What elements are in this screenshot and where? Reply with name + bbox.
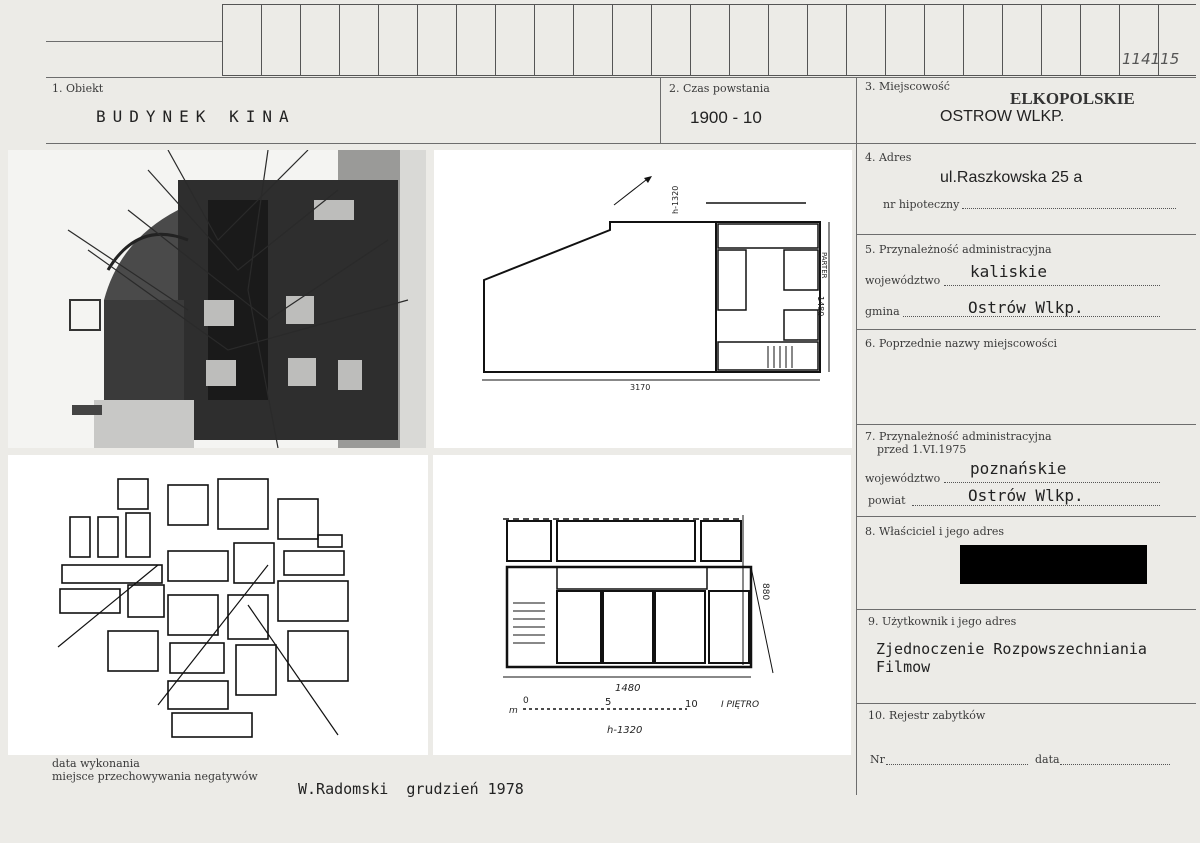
rule-8 [856,516,1196,517]
negatives-label: miejsce przechowywania negatywów [52,770,258,783]
register-nr-field [886,764,1028,765]
address-label: 4. Adres [865,151,912,164]
ground-width-label: 3170 [630,383,651,392]
ground-floor-plan-drawing [434,150,852,448]
top-left-rule [46,41,222,42]
first-height-label: h-1320 [607,725,643,736]
register-date-label: data [1035,753,1060,766]
location-map-drawing [8,455,428,755]
date-value: 1900 - 10 [690,108,762,127]
first-floor-plan [433,455,851,755]
place-label: 3. Miejscowość [865,80,950,93]
building-photo-image [8,150,426,448]
photo-meta-value: W.Radomski grudzień 1978 [298,780,524,798]
mortgage-label: nr hipoteczny [883,198,960,211]
user-value-line1: Zjednoczenie Rozpowszechniania [876,640,1147,658]
owner-label: 8. Właściciel i jego adres [865,525,1005,538]
right-column-divider [856,77,857,795]
ground-floor-plan [434,150,852,448]
county-label: powiat [868,494,906,507]
voivodeship-label: województwo [865,274,941,287]
admin-label: 5. Przynależność administracyjna [865,243,1052,256]
commune-label: gmina [865,305,900,318]
row1-bottom-rule [46,143,1196,144]
scale-unit: m [509,706,518,716]
first-width-label: 1480 [615,683,641,694]
photo-date-label: data wykonania [52,757,140,770]
redaction-block [960,545,1147,584]
catalog-number: 114115 [1122,50,1180,68]
scale-five: 5 [605,697,612,708]
user-value-line2: Filmow [876,658,931,676]
object-label: 1. Obiekt [52,82,104,95]
county-value: Ostrów Wlkp. [968,486,1084,505]
date-label: 2. Czas powstania [669,82,770,95]
register-label: 10. Rejestr zabytków [868,709,986,722]
scale-zero: 0 [523,696,529,706]
register-nr-label: Nr [870,753,885,766]
county-field [912,505,1160,506]
location-map [8,455,428,755]
voivodeship-before-label: województwo [865,472,941,485]
register-date-field [1060,764,1170,765]
address-value: ul.Raszkowska 25 a [940,169,1083,186]
building-photo [8,150,426,448]
rule-6 [856,329,1196,330]
admin-before-date: przed 1.VI.1975 [877,443,967,456]
previous-names-label: 6. Poprzednie nazwy miejscowości [865,337,1058,350]
rule-10 [856,703,1196,704]
ground-height-label: h-1320 [671,185,680,214]
object-value: BUDYNEK KINA [96,107,296,126]
place-stamp: ELKOPOLSKIE [1010,89,1135,108]
first-floor-label: I PIĘTRO [721,700,760,710]
mortgage-field [962,208,1176,209]
rule-9 [856,609,1196,610]
commune-field [903,316,1160,317]
voivodeship-before-value: poznańskie [970,459,1067,478]
voivodeship-value: kaliskie [970,262,1048,281]
top-header-grid [222,4,1196,76]
admin-before-label: 7. Przynależność administracyjna [865,430,1052,443]
first-floor-plan-drawing [433,455,851,755]
commune-value: Ostrów Wlkp. [968,298,1084,317]
ground-floor-label: PARTER [820,252,828,279]
rule-5 [856,234,1196,235]
first-depth-label: 880 [760,583,770,601]
user-label: 9. Użytkownik i jego adres [868,615,1017,628]
place-value: OSTROW WLKP. [940,108,1065,125]
row1-divider-a [660,77,661,144]
rule-7 [856,424,1196,425]
top-grid-lines [222,4,1196,76]
row1-top-rule [46,77,1196,78]
voivodeship-before-field [944,482,1160,483]
ground-depth-label: 1480 [816,296,825,317]
voivodeship-field [944,285,1160,286]
scale-ten: 10 [685,699,698,710]
